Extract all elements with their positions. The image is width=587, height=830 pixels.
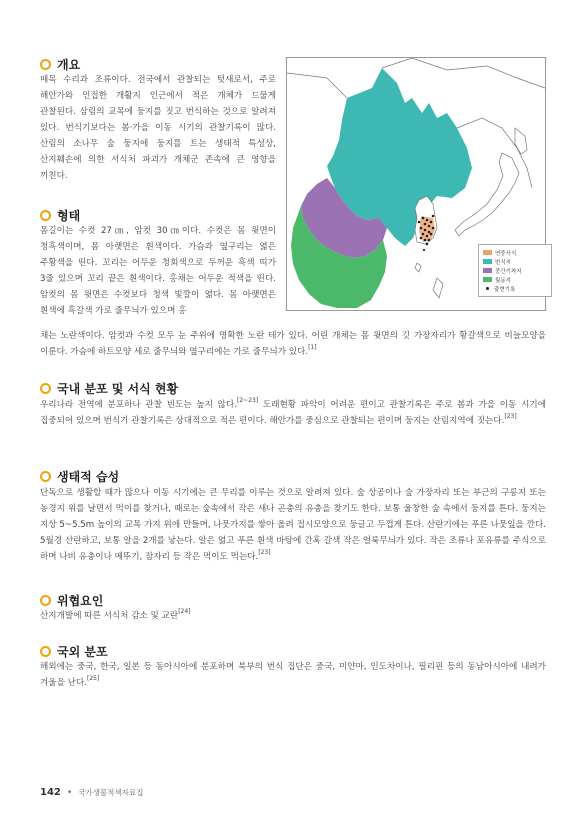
ecology-text: 단독으로 생활할 때가 많으나 이동 시기에는 큰 무리를 이루는 것으로 알려져 있다. 숲 상공이나 숲 가장자리 또는 부근의 구릉지 또는 농경지 위를 날면서 먹이를 찾거나, 때로는 숲속에서 작은 새나 곤충의 유충을 찾기도 한다. 보통 울창한 숲 속에서 둥지를 튼다. 둥지는 지상 5~5.5m 높이의 교목 가지 위에 만들며, 나뭇가지를 쌓아 올려 접시모양으로 둥글고 두껍게 튼다. 산란기에는 푸른 나뭇잎을 깐다. 5월경 산란하고, 보통 알을 2개를 낳는다. 알은 엷고 푸른 흰색 바탕에 간혹 갈색 작은 얼룩무늬가 있다. 작은 조류나 포유류를 주식으로 하며 나비 유충이나 메뚜기, 잠자리 등 작은 먹이도 먹는다.: [40, 488, 546, 562]
threat-paragraph: [40, 608, 546, 624]
legend-item: [483, 248, 547, 257]
morphology-paragraph-1: [40, 223, 276, 319]
reference-mark: [2~23]: [237, 397, 259, 404]
page-number: 142: [40, 787, 61, 798]
section-heading-abroad: [40, 643, 108, 660]
overview-text: 매목 수리과 조류이다. 전국에서 관찰되는 텃새로서, 주로 해안가와 인접한 개활지 인근에서 적은 개체가 드물게 관찰된다. 삼림의 교목에 둥지를 짓고 번식하는 것으로 알려져 있다. 번식기보다는 봄·가을 이동 시기의 관찰기록이 많다. 산림의 소나무 숲 둥지에 둥지를 트는 생태적 특성상, 산지훼손에 의한 서식처 파괴가 개체군 존속에 큰 영향을 끼친다.: [40, 75, 276, 181]
overview-paragraph: [40, 72, 276, 184]
domestic-paragraph: [40, 397, 546, 429]
reference-mark: [25]: [86, 675, 100, 682]
abroad-paragraph: [40, 659, 546, 691]
bullet-ring-icon: [40, 471, 51, 482]
section-heading-threat: [40, 592, 103, 609]
reference-mark: [23]: [504, 413, 517, 420]
legend-label: 연중서식: [495, 250, 517, 257]
legend-item: [483, 257, 547, 266]
domestic-text-a: 우리나라 전역에 분포하나 관찰 빈도는 높지 않다.: [40, 400, 238, 410]
legend-swatch: [483, 268, 492, 273]
publication-title: 국가생물적색자료집: [78, 788, 144, 797]
legend-label: 번식지: [495, 259, 511, 266]
heading-text: 개요: [57, 58, 81, 72]
abroad-text: 해외에는 중국, 한국, 일본 등 동아시아에 분포하며 북부의 번식 집단은 중국, 미얀마, 인도차이나, 필리핀 등의 동남아시아에 내려가 겨울을 난다.: [40, 662, 546, 688]
legend-dot-icon: [486, 287, 489, 290]
legend-swatch: [483, 277, 492, 282]
legend-label: 월동지: [495, 277, 511, 284]
bullet-ring-icon: [40, 646, 51, 657]
heading-text: 국내 분포 및 서식 현황: [57, 382, 179, 396]
reference-mark: [24]: [178, 608, 191, 615]
morphology-paragraph-2: [40, 328, 546, 360]
legend-item: [483, 284, 547, 293]
legend-swatch: [483, 250, 492, 255]
morphology-text-1: 몸길이는 수컷 27㎝, 암컷 30㎝이다. 수컷은 몸 윗면이 청흑색이며, 몸 아랫면은 흰색이다. 가슴과 옆구리는 엷은 주황색을 띤다. 꼬리는 어두운 청회색으로 두꺼운 흑색 띠가 3줄 있으며 꼬리 끝은 흰색이다. 홍채는 어두운 적색을 띤다. 암컷의 몸 윗면은 수컷보다 청색 빛깔이 엷다. 몸 아랫면은 흰색에 흑갈색 가로 줄무늬가 있으며 홍: [40, 226, 276, 316]
section-heading-ecology: [40, 468, 119, 485]
bullet-ring-icon: [40, 383, 51, 394]
map-legend: [478, 244, 552, 297]
legend-label: 중간기착지: [495, 268, 522, 275]
footer-separator: •: [66, 787, 73, 798]
reference-mark: [1]: [308, 344, 317, 351]
section-heading-domestic: [40, 380, 178, 397]
bullet-ring-icon: [40, 59, 51, 70]
reference-mark: [23]: [258, 549, 271, 556]
legend-item: [483, 266, 547, 275]
legend-label: 출현기록: [494, 286, 516, 293]
page-footer: [40, 787, 143, 798]
domestic-text-b: 도래현황 파악이 어려운 편이고 관찰기록은 주로 봄과 가을 이동 시기에 집중되어 있으며 번식기 관찰기록은 상대적으로 적은 편이다. 해안가를 중심으로 관찰되는 편이며 둥지는 산림지역에 짓는다.: [40, 400, 546, 426]
ecology-paragraph: [40, 485, 546, 565]
bullet-ring-icon: [40, 210, 51, 221]
legend-item: [483, 275, 547, 284]
heading-text: 위협요인: [57, 594, 104, 608]
section-heading-morphology: [40, 207, 80, 224]
bullet-ring-icon: [40, 595, 51, 606]
threat-text: 산지개발에 따른 서식처 감소 및 교란: [40, 611, 179, 621]
heading-text: 형태: [57, 209, 81, 223]
heading-text: 생태적 습성: [57, 470, 120, 484]
legend-swatch: [483, 259, 492, 264]
section-heading-overview: [40, 56, 80, 73]
heading-text: 국외 분포: [57, 645, 108, 659]
morphology-text-2: 채는 노란색이다. 암컷과 수컷 모두 눈 주위에 명확한 노란 테가 있다. 어린 개체는 몸 윗면의 깃 가장자리가 황갈색으로 비늘모양을 이룬다. 가슴에 하트모양 세로 줄무늬와 옆구리에는 가로 줄무늬가 있다.: [40, 331, 546, 357]
